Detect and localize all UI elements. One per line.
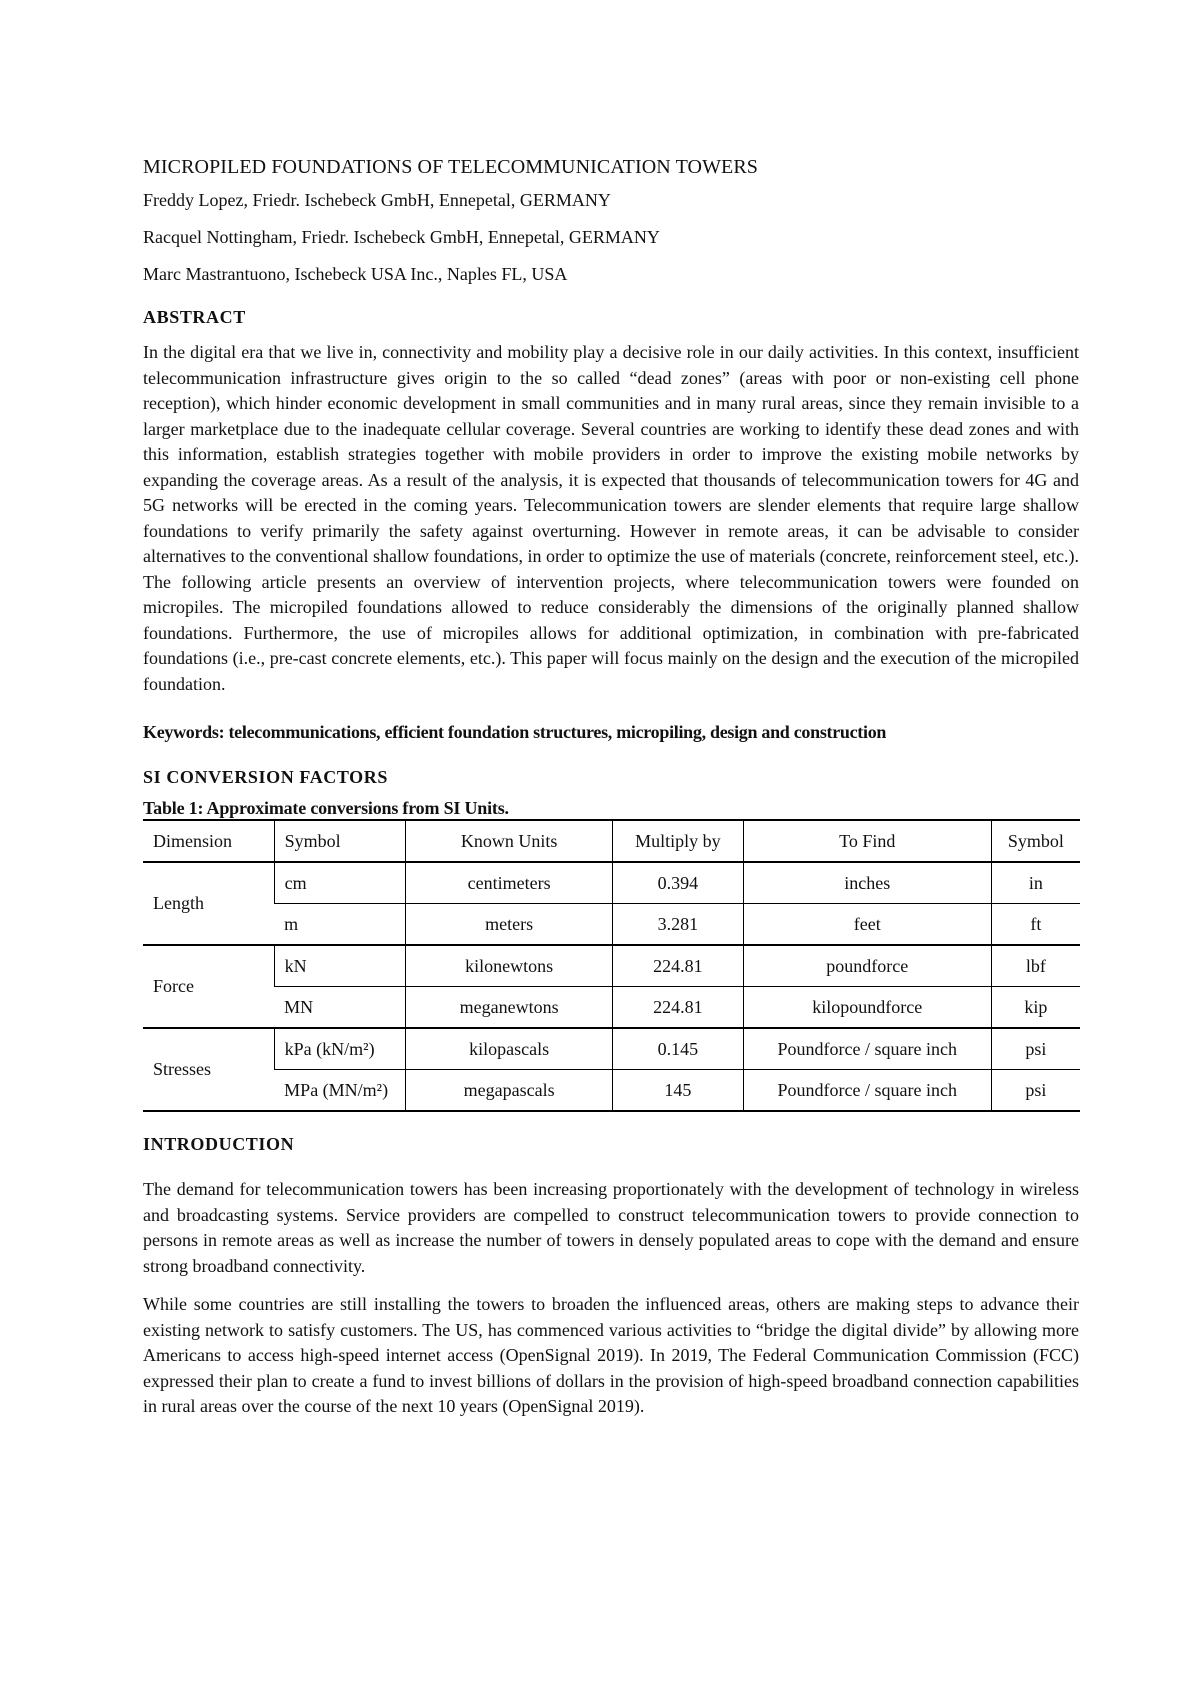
symbol-cell: cm <box>274 862 406 904</box>
known-units-cell: kilopascals <box>406 1028 613 1070</box>
table-row <box>143 1028 1080 1070</box>
table-header-row <box>143 820 1080 862</box>
multiply-cell: 224.81 <box>612 987 743 1029</box>
to-find-cell: Poundforce / square inch <box>743 1028 991 1070</box>
known-units-cell: centimeters <box>406 862 613 904</box>
to-find-cell: feet <box>743 904 991 946</box>
known-units-cell: meters <box>406 904 613 946</box>
symbol-cell: kN <box>274 945 406 987</box>
introduction-heading: INTRODUCTION <box>143 1134 295 1154</box>
multiply-cell: 0.394 <box>612 862 743 904</box>
header-symbol-target: Symbol <box>991 820 1080 862</box>
dimension-cell: Length <box>143 862 274 945</box>
abstract-text: In the digital era that we live in, connectivity and mobility play a decisive role in our daily activities. In this context, insufficient telecommunication infrastructure gives origin to the so called “dead zones” (areas with poor or non-existing cell phone reception), which hinder economic development in small communities and in many rural areas, since they remain invisible to a larger marketplace due to the inadequate cellular coverage. Several countries are working to identify these dead zones and with this information, establish strategies together with mobile providers in order to improve the existing mobile networks by expanding the coverage areas. As a result of the analysis, it is expected that thousands of telecommunication towers for 4G and 5G networks will be erected in the coming years. Telecommunication towers are slender elements that require large shallow foundations to verify primarily the safety against overturning. However in remote areas, it can be advisable to consider alternatives to the conventional shallow foundations, in order to optimize the use of materials (concrete, reinforcement steel, etc.). The following article presents an overview of intervention projects, where telecommunication towers were founded on micropiles. The micropiled foundations allowed to reduce considerably the dimensions of the originally planned shallow foundations. Furthermore, the use of micropiles allows for additional optimization, in combination with pre-fabricated foundations (i.e., pre-cast concrete elements, etc.). This paper will focus mainly on the design and the execution of the micropiled foundation. <box>143 342 1079 694</box>
author-line: Racquel Nottingham, Friedr. Ischebeck GmbH, Ennepetal, GERMANY <box>143 227 660 247</box>
known-units-cell: megapascals <box>406 1070 613 1112</box>
known-units-cell: meganewtons <box>406 987 613 1029</box>
symbol-cell: kPa (kN/m²) <box>274 1028 406 1070</box>
author-line: Freddy Lopez, Friedr. Ischebeck GmbH, Ennepetal, GERMANY <box>143 190 611 210</box>
header-known-units: Known Units <box>406 820 613 862</box>
multiply-cell: 224.81 <box>612 945 743 987</box>
table-row <box>143 904 1080 946</box>
header-multiply-by: Multiply by <box>612 820 743 862</box>
table-row <box>143 862 1080 904</box>
si-conversion-table <box>143 819 1080 1112</box>
header-symbol: Symbol <box>274 820 406 862</box>
header-dimension: Dimension <box>143 820 274 862</box>
symbol-cell: MN <box>274 987 406 1029</box>
introduction-paragraph: While some countries are still installing the towers to broaden the influenced areas, others are making steps to advance their existing network to satisfy customers. The US, has commenced various activities to “bridge the digital divide” by allowing more Americans to access high-speed internet access (OpenSignal 2019). In 2019, The Federal Communication Commission (FCC) expressed their plan to create a fund to invest billions of dollars in the provision of high-speed broadband connection capabilities in rural areas over the course of the next 10 years (OpenSignal 2019). <box>143 1294 1079 1416</box>
keywords: Keywords: telecommunications, efficient foundation structures, micropiling, design and construction <box>143 722 887 742</box>
symbol-cell: MPa (MN/m²) <box>274 1070 406 1112</box>
target-symbol-cell: lbf <box>991 945 1080 987</box>
target-symbol-cell: psi <box>991 1028 1080 1070</box>
multiply-cell: 0.145 <box>612 1028 743 1070</box>
to-find-cell: poundforce <box>743 945 991 987</box>
known-units-cell: kilonewtons <box>406 945 613 987</box>
to-find-cell: inches <box>743 862 991 904</box>
author-line: Marc Mastrantuono, Ischebeck USA Inc., Naples FL, USA <box>143 264 568 284</box>
target-symbol-cell: ft <box>991 904 1080 946</box>
symbol-cell: m <box>274 904 406 946</box>
introduction-paragraph: The demand for telecommunication towers has been increasing proportionately with the development of technology in wireless and broadcasting systems. Service providers are compelled to construct telecommunication towers to provide connection to persons in remote areas as well as increase the number of towers in densely populated areas to cope with the demand and ensure strong broadband connectivity. <box>143 1179 1079 1276</box>
si-conversion-heading: SI CONVERSION FACTORS <box>143 767 388 787</box>
dimension-cell: Force <box>143 945 274 1028</box>
target-symbol-cell: in <box>991 862 1080 904</box>
table-row <box>143 1070 1080 1112</box>
paper-page <box>143 156 1079 1420</box>
header-to-find: To Find <box>743 820 991 862</box>
multiply-cell: 145 <box>612 1070 743 1112</box>
table-row <box>143 987 1080 1029</box>
table-caption: Table 1: Approximate conversions from SI Units. <box>143 798 509 818</box>
to-find-cell: Poundforce / square inch <box>743 1070 991 1112</box>
to-find-cell: kilopoundforce <box>743 987 991 1029</box>
target-symbol-cell: psi <box>991 1070 1080 1112</box>
table-row <box>143 945 1080 987</box>
abstract-heading: ABSTRACT <box>143 307 246 327</box>
paper-title: MICROPILED FOUNDATIONS OF TELECOMMUNICATION TOWERS <box>143 156 759 178</box>
multiply-cell: 3.281 <box>612 904 743 946</box>
dimension-cell: Stresses <box>143 1028 274 1111</box>
target-symbol-cell: kip <box>991 987 1080 1029</box>
